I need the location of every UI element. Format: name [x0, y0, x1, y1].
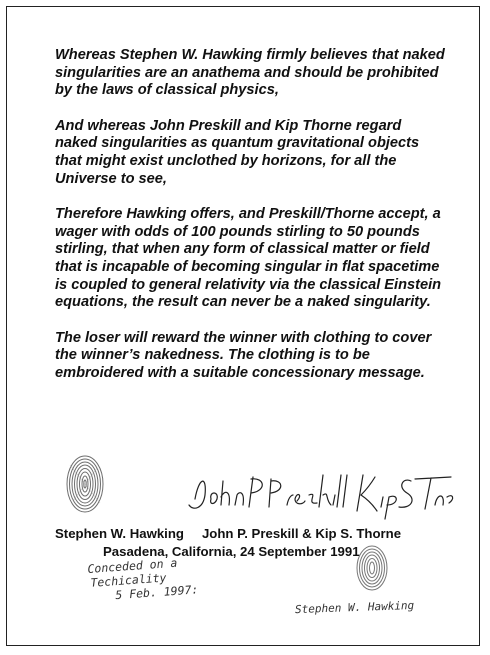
signatories-names	[55, 525, 475, 543]
place-date: Pasadena, California, 24 September 1991	[103, 544, 360, 559]
paragraph-whereas-preskill-thorne: And whereas John Preskill and Kip Thorne regard naked singularities as quantum gravitational objects that might exist unclothed by horizons, for all the Universe to see,	[55, 117, 420, 187]
wager-document	[6, 6, 480, 646]
concession-line-3: 5 Feb. 1997:	[114, 582, 199, 603]
paragraph-loser-reward: The loser will reward the winner with clothing to cover the winner’s nakedness. The clothing is to be embroidered with a suitable concessionary message.	[55, 329, 432, 381]
concession-line-2: Techicality	[89, 570, 167, 590]
signatory-hawking: Stephen W. Hawking	[55, 526, 184, 541]
wager-text	[55, 47, 445, 383]
concession-line-1: Conceded on a	[87, 555, 178, 576]
concession-note	[87, 554, 199, 604]
signature-preskill-thorne-icon	[185, 469, 455, 521]
fingerprint-left-icon	[65, 453, 105, 515]
paragraph-whereas-hawking: Whereas Stephen W. Hawking firmly believes that naked singularities are an anathema and should be prohibited by the laws of classical physics,	[55, 47, 445, 99]
paragraph-wager-terms: Therefore Hawking offers, and Preskill/Thorne accept, a wager with odds of 100 pounds stirling to 50 pounds stirling, that when any form of classical matter or field that is incapable of becoming singular in flat spacetime is coupled to general relativity via the classical Einstein equations, the result can never be a naked singularity.	[55, 206, 442, 311]
fingerprint-right-icon	[355, 543, 389, 593]
concession-signature: Stephen W. Hawking	[294, 598, 415, 617]
signatory-preskill-thorne: John P. Preskill & Kip S. Thorne	[201, 526, 402, 541]
signatories-block	[55, 525, 475, 561]
